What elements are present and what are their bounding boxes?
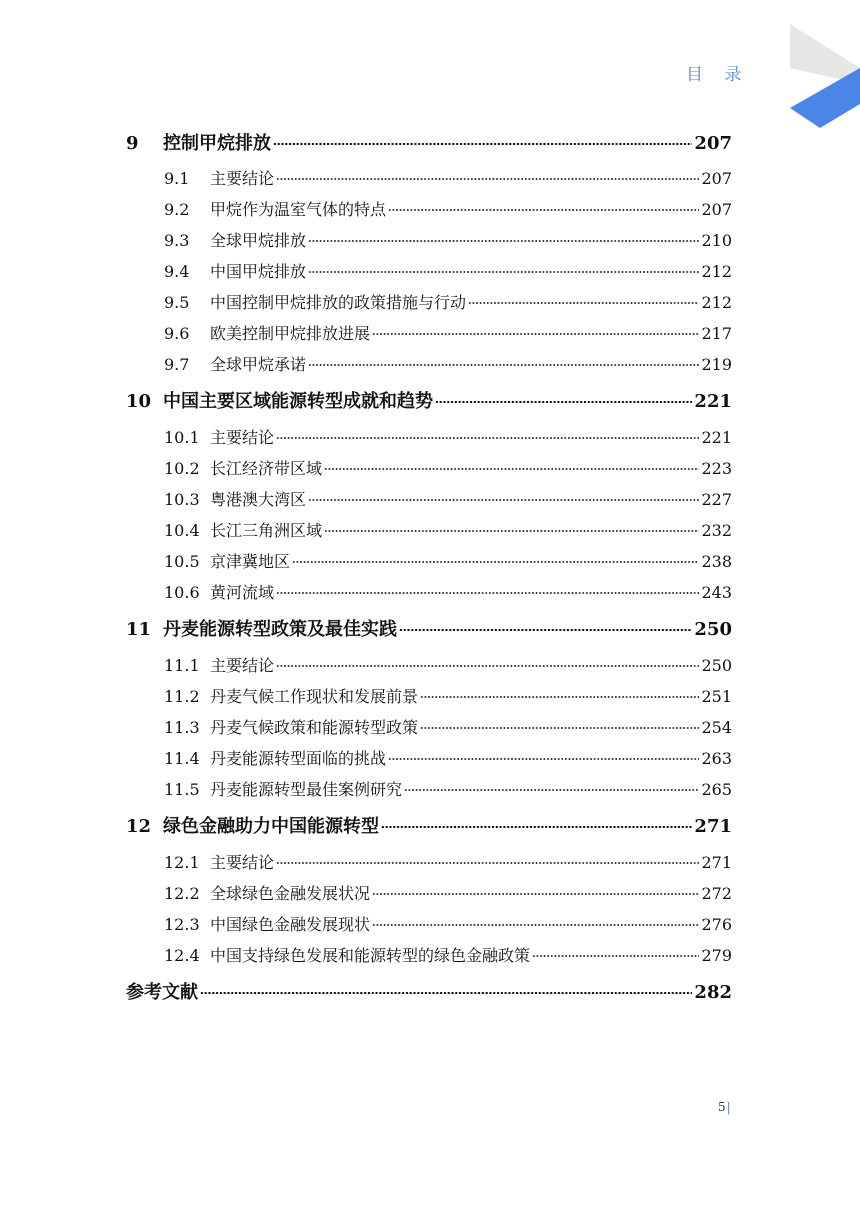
chapter-title: 中国主要区域能源转型成就和趋势 — [163, 391, 433, 412]
section-page: 251 — [701, 687, 732, 706]
section-number: 9.2 — [164, 200, 190, 219]
dot-leader — [200, 992, 692, 994]
toc-section-9-5[interactable] — [126, 287, 732, 318]
section-number: 11.4 — [164, 749, 200, 768]
references-title: 参考文献 — [126, 982, 198, 1003]
dot-leader — [372, 924, 699, 926]
toc-section-9-7[interactable] — [126, 349, 732, 380]
section-title: 主要结论 — [210, 169, 275, 188]
toc-section-11-4[interactable] — [126, 743, 732, 774]
section-title: 主要结论 — [210, 428, 275, 447]
toc-section-10-5[interactable] — [126, 546, 732, 577]
chapter-number: 12 — [126, 816, 152, 837]
section-number: 11.1 — [164, 656, 200, 675]
section-title: 丹麦能源转型面临的挑战 — [210, 749, 387, 768]
dot-leader — [388, 209, 699, 211]
dot-leader — [420, 727, 699, 729]
dot-leader — [276, 862, 699, 864]
section-page: 238 — [701, 552, 732, 571]
toc-section-10-2[interactable] — [126, 453, 732, 484]
section-title: 丹麦气候工作现状和发展前景 — [210, 687, 419, 706]
section-title: 主要结论 — [210, 656, 275, 675]
section-number: 9.6 — [164, 324, 190, 343]
section-page: 210 — [701, 231, 732, 250]
chapter-page: 271 — [694, 816, 732, 837]
section-page: 207 — [701, 169, 732, 188]
dot-leader — [532, 955, 699, 957]
dot-leader — [308, 364, 699, 366]
page-number-footer — [718, 1100, 731, 1114]
toc-section-10-6[interactable] — [126, 577, 732, 608]
toc-section-12-4[interactable] — [126, 940, 732, 971]
section-page: 212 — [701, 293, 732, 312]
section-page: 263 — [701, 749, 732, 768]
section-page: 243 — [701, 583, 732, 602]
section-page: 272 — [701, 884, 732, 903]
toc-section-10-4[interactable] — [126, 515, 732, 546]
page-number-separator: | — [726, 1100, 731, 1114]
toc-chapter-9[interactable] — [126, 129, 732, 159]
references-page: 282 — [694, 982, 732, 1003]
section-title: 全球甲烷排放 — [210, 231, 307, 250]
section-page: 279 — [701, 946, 732, 965]
section-number: 10.4 — [164, 521, 200, 540]
section-title: 甲烷作为温室气体的特点 — [210, 200, 387, 219]
toc-section-12-2[interactable] — [126, 878, 732, 909]
section-title: 丹麦气候政策和能源转型政策 — [210, 718, 419, 737]
dot-leader — [435, 401, 692, 403]
dot-leader — [388, 758, 699, 760]
corner-arrow-decoration — [790, 24, 860, 128]
dot-leader — [276, 665, 699, 667]
section-number: 11.3 — [164, 718, 200, 737]
section-title: 长江经济带区域 — [210, 459, 323, 478]
chapter-page: 221 — [694, 391, 732, 412]
section-page: 271 — [701, 853, 732, 872]
running-header-title: 目 录 — [686, 65, 750, 85]
section-number: 9.5 — [164, 293, 190, 312]
dot-leader — [292, 561, 699, 563]
toc-section-9-3[interactable] — [126, 225, 732, 256]
section-page: 265 — [701, 780, 732, 799]
table-of-contents — [126, 129, 732, 1013]
section-number: 9.1 — [164, 169, 190, 188]
toc-section-9-4[interactable] — [126, 256, 732, 287]
dot-leader — [404, 789, 699, 791]
dot-leader — [324, 468, 699, 470]
section-number: 12.3 — [164, 915, 200, 934]
section-page: 217 — [701, 324, 732, 343]
dot-leader — [276, 178, 699, 180]
dot-leader — [308, 499, 699, 501]
chapter-number: 11 — [126, 619, 152, 640]
dot-leader — [381, 826, 692, 828]
section-title: 中国甲烷排放 — [210, 262, 307, 281]
section-title: 中国控制甲烷排放的政策措施与行动 — [210, 293, 467, 312]
dot-leader — [420, 696, 699, 698]
chapter-number: 9 — [126, 133, 139, 154]
section-number: 10.2 — [164, 459, 200, 478]
toc-section-11-3[interactable] — [126, 712, 732, 743]
toc-section-10-1[interactable] — [126, 422, 732, 453]
section-number: 12.1 — [164, 853, 200, 872]
section-title: 主要结论 — [210, 853, 275, 872]
toc-chapter-12[interactable] — [126, 810, 732, 844]
toc-references[interactable] — [126, 976, 732, 1010]
dot-leader — [372, 893, 699, 895]
chapter-page: 207 — [694, 133, 732, 154]
section-title: 全球甲烷承诺 — [210, 355, 307, 374]
section-page: 250 — [701, 656, 732, 675]
section-number: 12.2 — [164, 884, 200, 903]
section-number: 10.5 — [164, 552, 200, 571]
section-title: 粤港澳大湾区 — [210, 490, 307, 509]
section-title: 京津冀地区 — [210, 552, 291, 571]
dot-leader — [276, 437, 699, 439]
section-number: 10.6 — [164, 583, 200, 602]
dot-leader — [276, 592, 699, 594]
toc-section-10-3[interactable] — [126, 484, 732, 515]
chapter-title: 绿色金融助力中国能源转型 — [163, 816, 379, 837]
toc-section-11-2[interactable] — [126, 681, 732, 712]
chapter-title: 控制甲烷排放 — [163, 133, 271, 154]
section-page: 232 — [701, 521, 732, 540]
dot-leader — [308, 240, 699, 242]
section-title: 全球绿色金融发展状况 — [210, 884, 371, 903]
section-number: 9.4 — [164, 262, 190, 281]
section-title: 中国绿色金融发展现状 — [210, 915, 371, 934]
section-number: 11.2 — [164, 687, 200, 706]
chapter-title: 丹麦能源转型政策及最佳实践 — [163, 619, 397, 640]
toc-section-11-1[interactable] — [126, 650, 732, 681]
toc-chapter-10[interactable] — [126, 385, 732, 419]
section-page: 254 — [701, 718, 732, 737]
toc-section-9-1[interactable] — [126, 163, 732, 194]
toc-section-11-5[interactable] — [126, 774, 732, 805]
section-page: 221 — [701, 428, 732, 447]
section-number: 9.7 — [164, 355, 190, 374]
toc-chapter-11[interactable] — [126, 613, 732, 647]
section-page: 207 — [701, 200, 732, 219]
chapter-number: 10 — [126, 391, 152, 412]
section-page: 223 — [701, 459, 732, 478]
dot-leader — [273, 143, 692, 145]
section-number: 10.3 — [164, 490, 200, 509]
dot-leader — [372, 333, 699, 335]
section-page: 219 — [701, 355, 732, 374]
section-page: 276 — [701, 915, 732, 934]
section-title: 丹麦能源转型最佳案例研究 — [210, 780, 403, 799]
toc-section-9-6[interactable] — [126, 318, 732, 349]
section-page: 212 — [701, 262, 732, 281]
chapter-page: 250 — [694, 619, 732, 640]
dot-leader — [324, 530, 699, 532]
section-title: 欧美控制甲烷排放进展 — [210, 324, 371, 343]
section-number: 12.4 — [164, 946, 200, 965]
page-number: 5 — [718, 1100, 726, 1114]
dot-leader — [399, 629, 692, 631]
dot-leader — [308, 271, 699, 273]
toc-section-9-2[interactable] — [126, 194, 732, 225]
section-title: 长江三角洲区域 — [210, 521, 323, 540]
section-title: 中国支持绿色发展和能源转型的绿色金融政策 — [210, 946, 531, 965]
section-title: 黄河流域 — [210, 583, 275, 602]
section-number: 11.5 — [164, 780, 200, 799]
section-number: 10.1 — [164, 428, 200, 447]
section-number: 9.3 — [164, 231, 190, 250]
dot-leader — [468, 302, 699, 304]
toc-section-12-3[interactable] — [126, 909, 732, 940]
toc-section-12-1[interactable] — [126, 847, 732, 878]
section-page: 227 — [701, 490, 732, 509]
